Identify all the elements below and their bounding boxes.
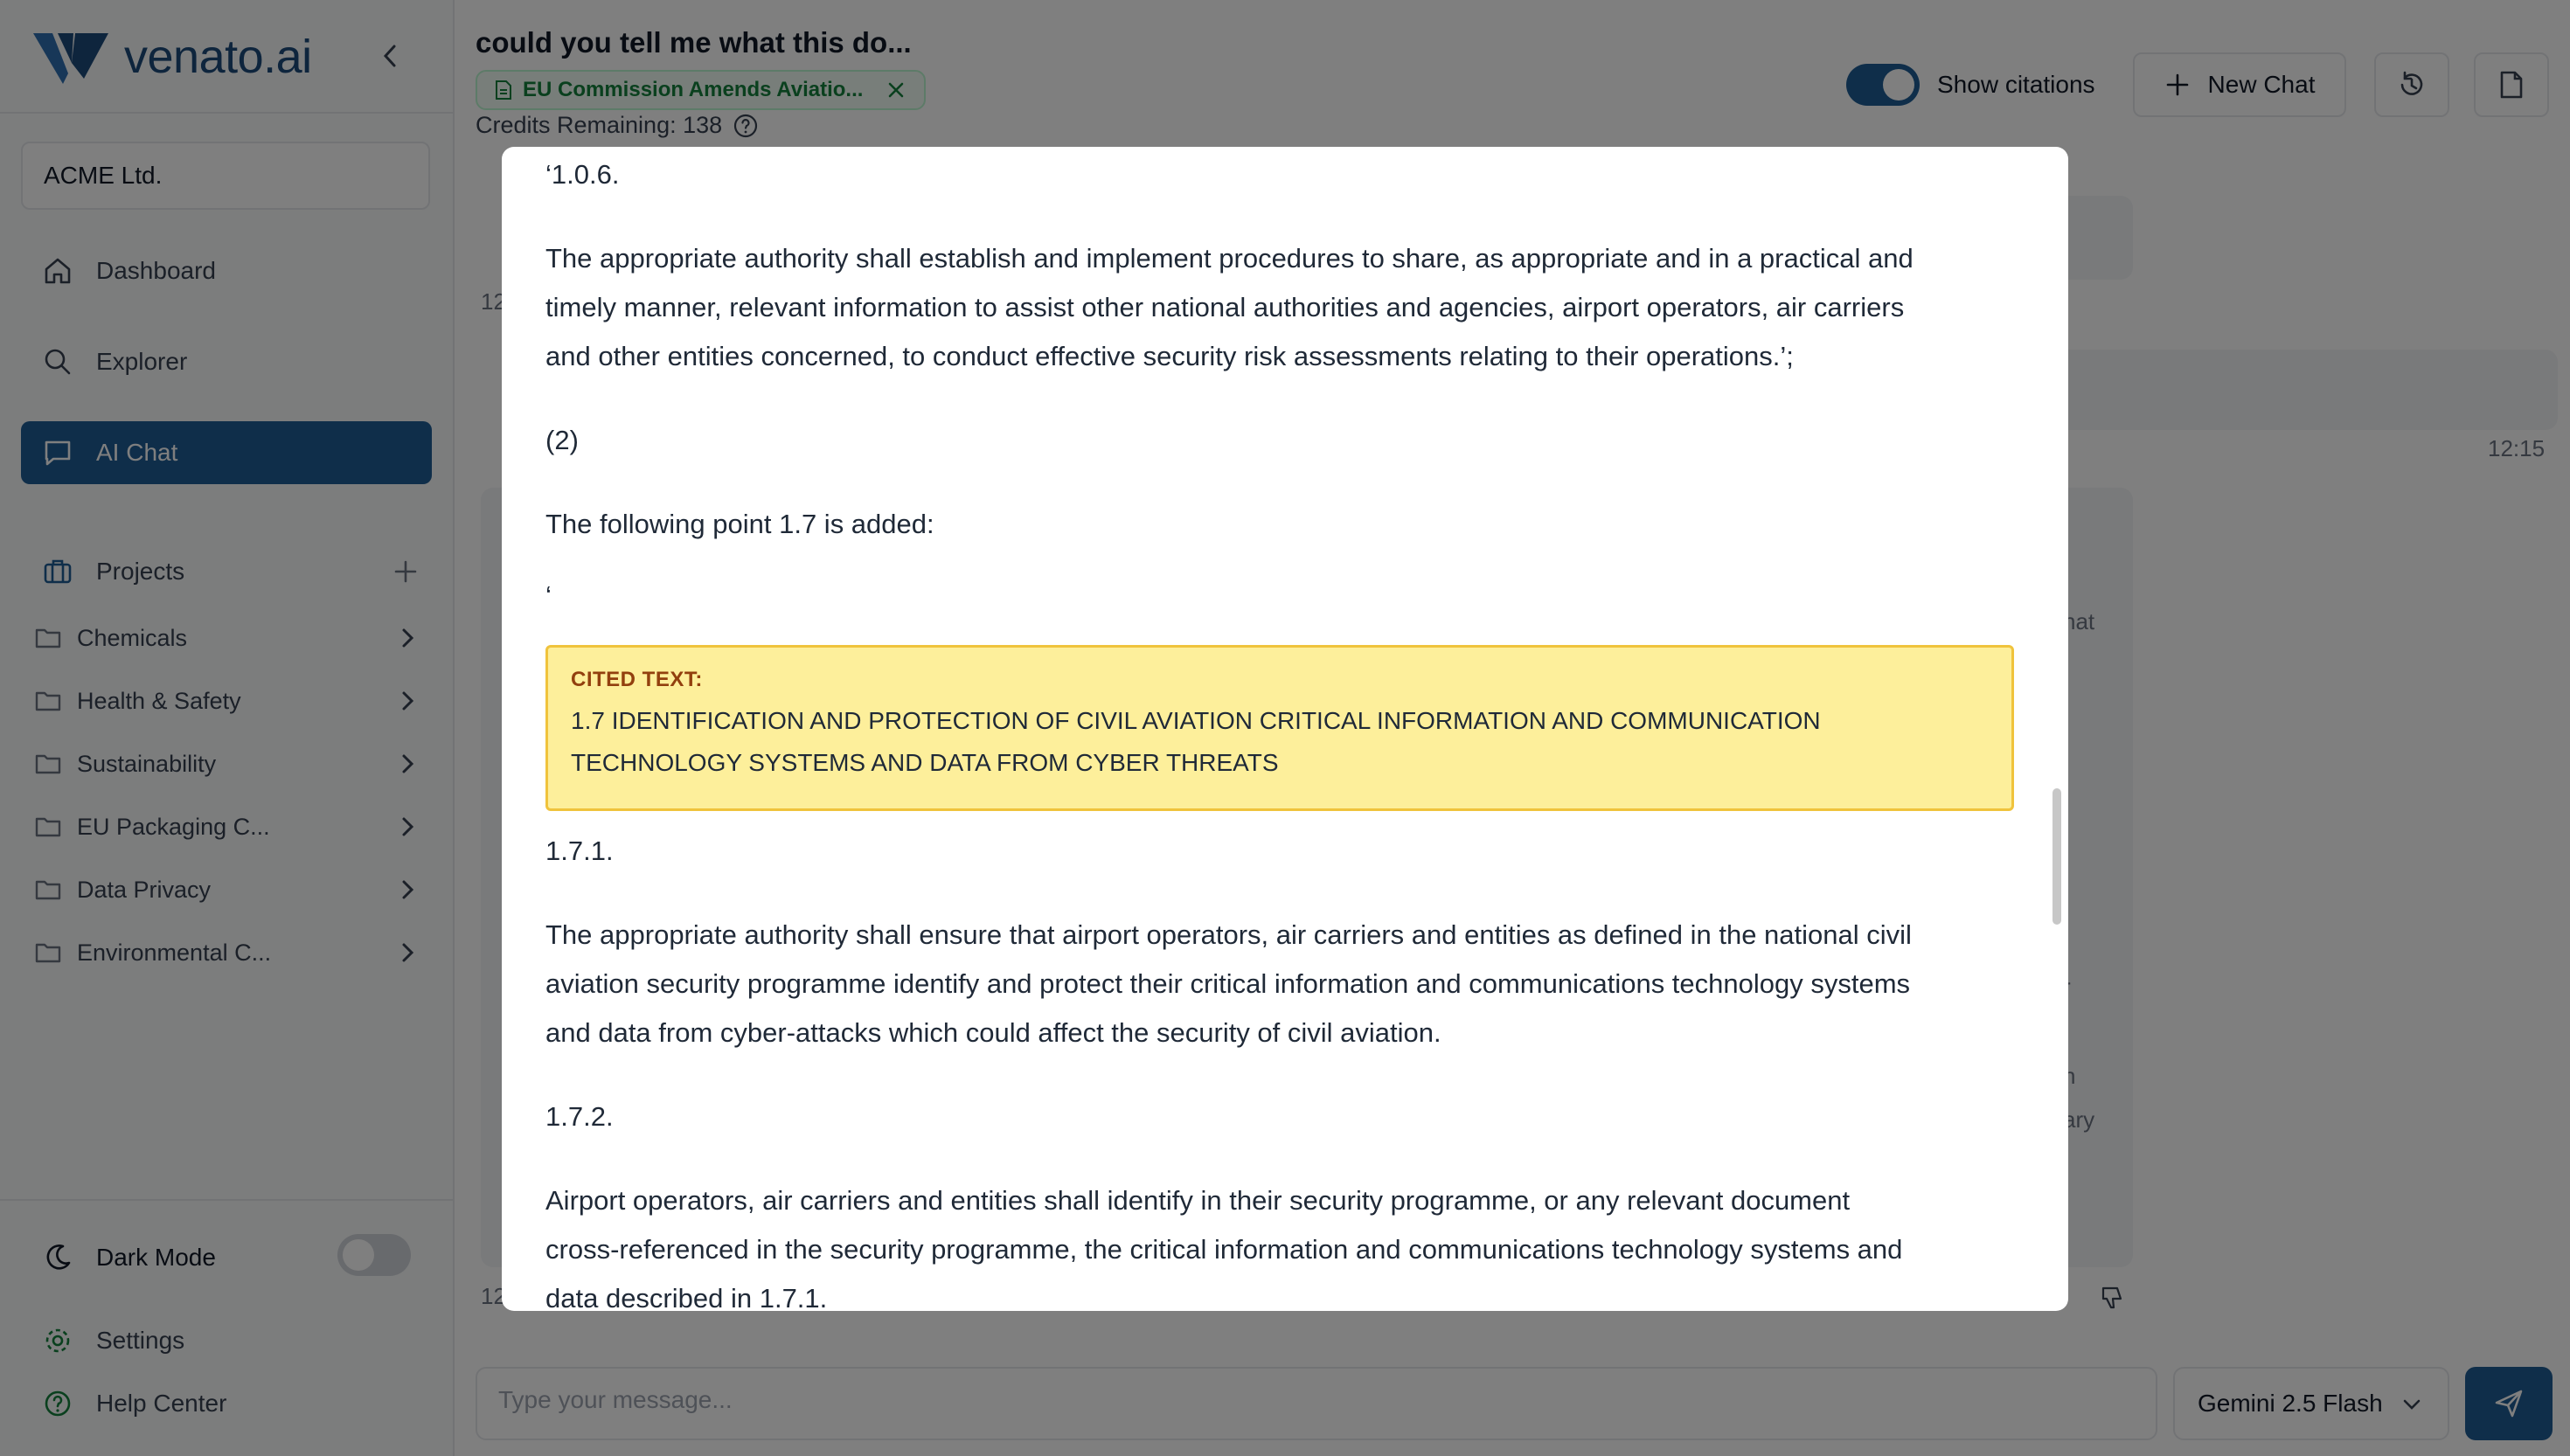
cited-text-line: TECHNOLOGY SYSTEMS AND DATA FROM CYBER THREATS	[571, 749, 1279, 776]
paragraph: 1.7.1.	[545, 835, 614, 866]
cited-text-label: CITED TEXT:	[571, 668, 703, 691]
cited-text-highlight	[545, 645, 2014, 811]
paragraph-line: cross-referenced in the security programme, the critical information and communications technology systems and	[545, 1234, 1903, 1265]
paragraph-line: timely manner, relevant information to assist other national authorities and agencies, airport operators, air carriers	[545, 292, 1905, 322]
paragraph: ‘	[545, 580, 552, 611]
modal-scrollbar[interactable]	[2053, 788, 2061, 925]
paragraph-line: Airport operators, air carriers and entities shall identify in their security programme, or any relevant document	[545, 1185, 1851, 1216]
paragraph-line: and other entities concerned, to conduct effective security risk assessments relating to their operations.’;	[545, 341, 1794, 371]
paragraph: ‘1.0.6.	[545, 159, 620, 190]
paragraph: (2)	[545, 425, 579, 455]
paragraph-line: data described in 1.7.1.	[545, 1283, 828, 1311]
paragraph-line: aviation security programme identify and protect their critical information and communications technology systems	[545, 968, 1911, 999]
paragraph-line: The appropriate authority shall ensure that airport operators, air carriers and entities as defined in the national civil	[545, 919, 1912, 950]
paragraph-line: The appropriate authority shall establish and implement procedures to share, as appropriate and in a practical and	[545, 243, 1914, 274]
source-document-content[interactable]	[545, 147, 2014, 1311]
paragraph-line: and data from cyber-attacks which could affect the security of civil aviation.	[545, 1017, 1441, 1048]
paragraph: 1.7.2.	[545, 1101, 614, 1132]
paragraph: The following point 1.7 is added:	[545, 509, 934, 539]
cited-text-line: 1.7 IDENTIFICATION AND PROTECTION OF CIVIL AVIATION CRITICAL INFORMATION AND COMMUNICATION	[571, 707, 1821, 734]
citation-source-modal	[502, 147, 2068, 1311]
